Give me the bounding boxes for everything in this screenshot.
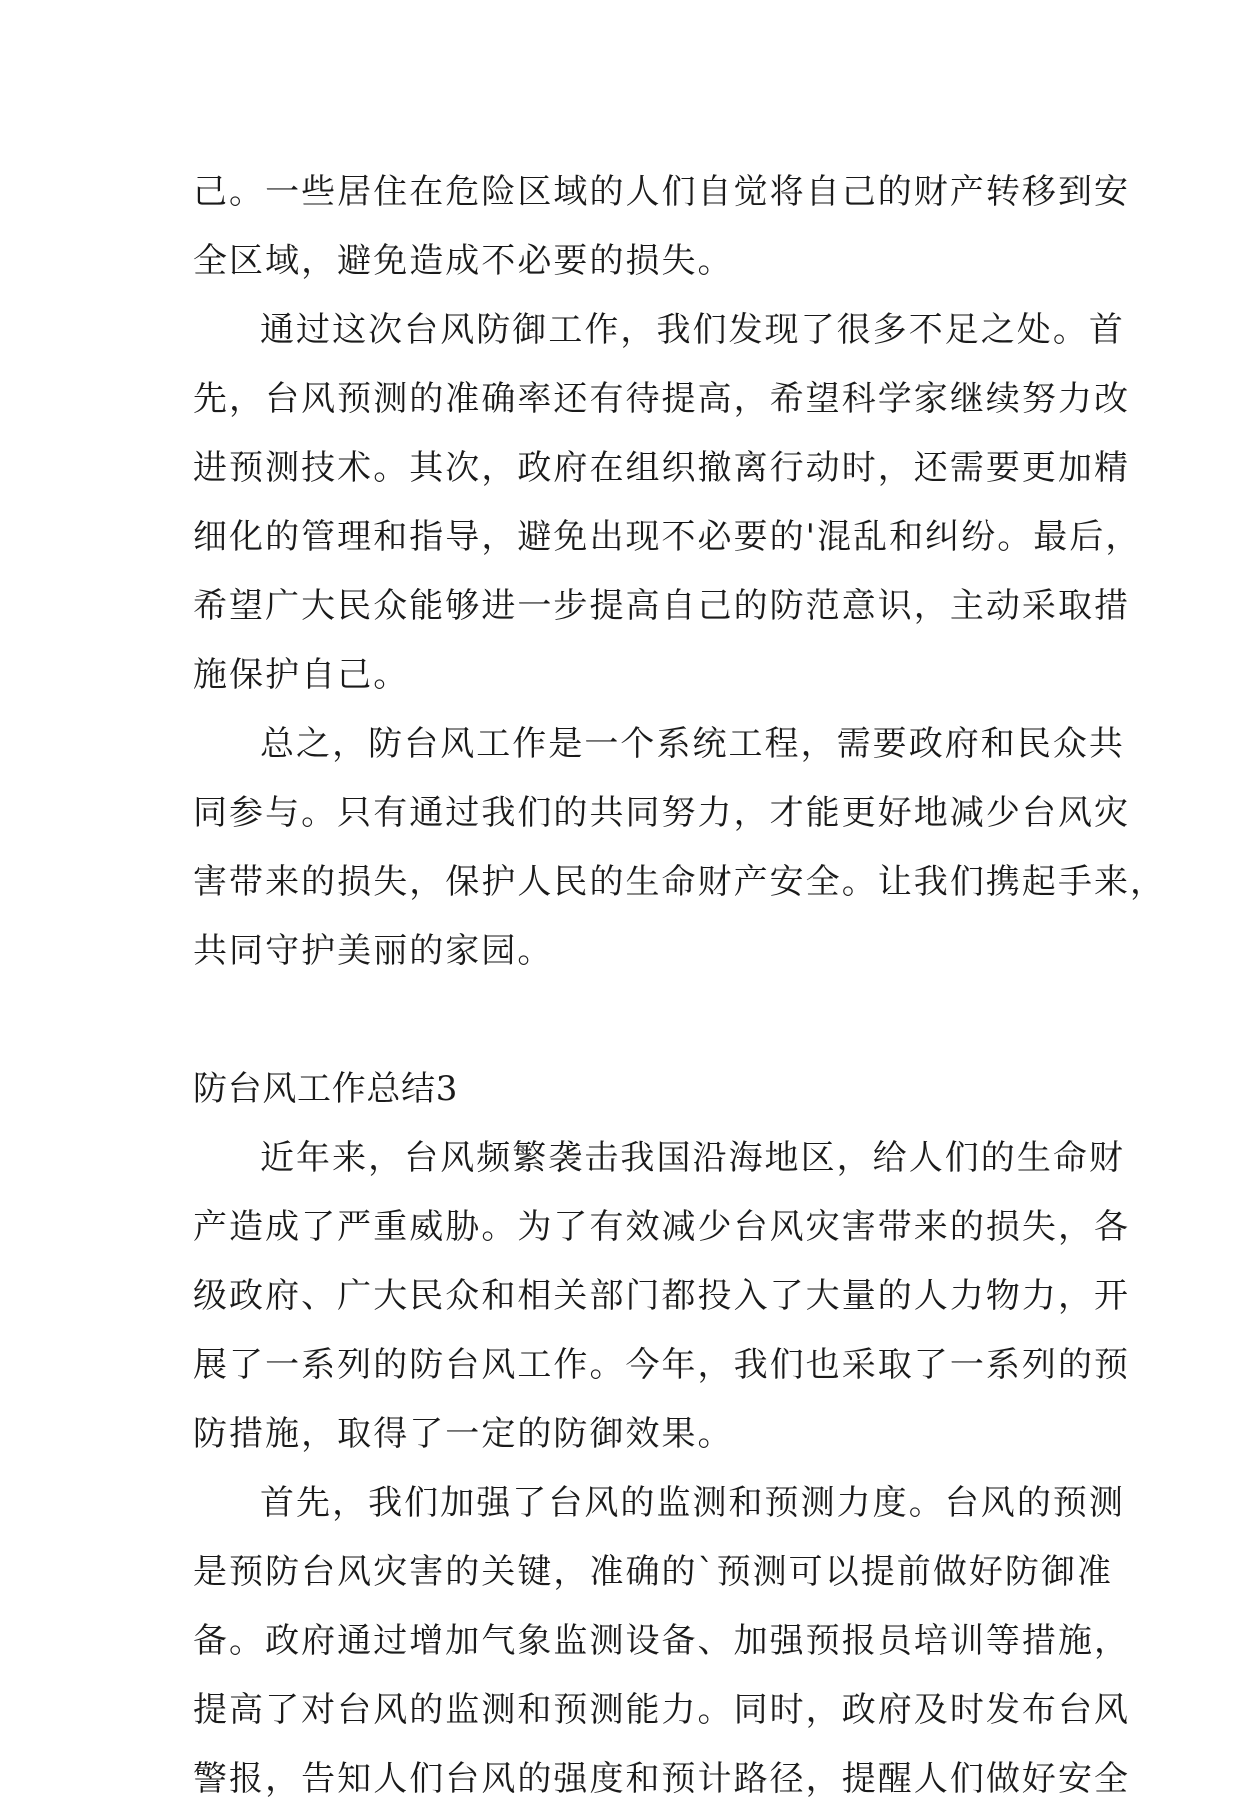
text-line: 全区域，避免造成不必要的损失。 xyxy=(193,241,734,281)
text-line: 备。政府通过增加气象监测设备、加强预报员培训等措施， xyxy=(193,1621,1131,1661)
text-line: 总之，防台风工作是一个系统工程，需要政府和民众共 xyxy=(260,724,1125,764)
paragraph-3 xyxy=(193,710,1167,986)
paragraph-5 xyxy=(193,1469,1131,1814)
text-line: 展了一系列的防台风工作。今年，我们也采取了一系列的预 xyxy=(193,1345,1131,1385)
text-line: 害带来的损失，保护人民的生命财产安全。让我们携起手来， xyxy=(193,862,1167,902)
paragraph-2 xyxy=(193,296,1142,710)
text-line: 施保护自己。 xyxy=(193,655,410,695)
text-line: 通过这次台风防御工作，我们发现了很多不足之处。首 xyxy=(260,310,1125,350)
text-line: 提高了对台风的监测和预测能力。同时，政府及时发布台风 xyxy=(193,1690,1131,1730)
text-line: 近年来，台风频繁袭击我国沿海地区，给人们的生命财 xyxy=(260,1138,1125,1178)
text-line: 警报，告知人们台风的强度和预计路径，提醒人们做好安全 xyxy=(193,1759,1131,1799)
text-line: 产造成了严重威胁。为了有效减少台风灾害带来的损失，各 xyxy=(193,1207,1131,1247)
text-line: 己。一些居住在危险区域的人们自觉将自己的财产转移到安 xyxy=(193,172,1131,212)
text-line: 防措施，取得了一定的防御效果。 xyxy=(193,1414,734,1454)
text-line: 先，台风预测的准确率还有待提高，希望科学家继续努力改 xyxy=(193,379,1131,419)
text-line: 级政府、广大民众和相关部门都投入了大量的人力物力，开 xyxy=(193,1276,1131,1316)
text-line: 是预防台风灾害的关键，准确的`预测可以提前做好防御准 xyxy=(193,1552,1114,1592)
paragraph-4 xyxy=(193,1124,1131,1469)
text-line: 细化的管理和指导，避免出现不必要的'混乱和纠纷。最后， xyxy=(193,517,1142,557)
text-line: 希望广大民众能够进一步提高自己的防范意识，主动采取措 xyxy=(193,586,1131,626)
section-heading: 防台风工作总结3 xyxy=(193,1069,459,1109)
text-line: 共同守护美丽的家园。 xyxy=(193,931,554,971)
paragraph-1 xyxy=(193,158,1131,296)
text-line: 同参与。只有通过我们的共同努力，才能更好地减少台风灾 xyxy=(193,793,1131,833)
section-spacer xyxy=(193,986,1059,1055)
text-line: 首先，我们加强了台风的监测和预测力度。台风的预测 xyxy=(260,1483,1125,1523)
text-line: 进预测技术。其次，政府在组织撤离行动时，还需要更加精 xyxy=(193,448,1131,488)
document-body xyxy=(193,158,1167,1814)
